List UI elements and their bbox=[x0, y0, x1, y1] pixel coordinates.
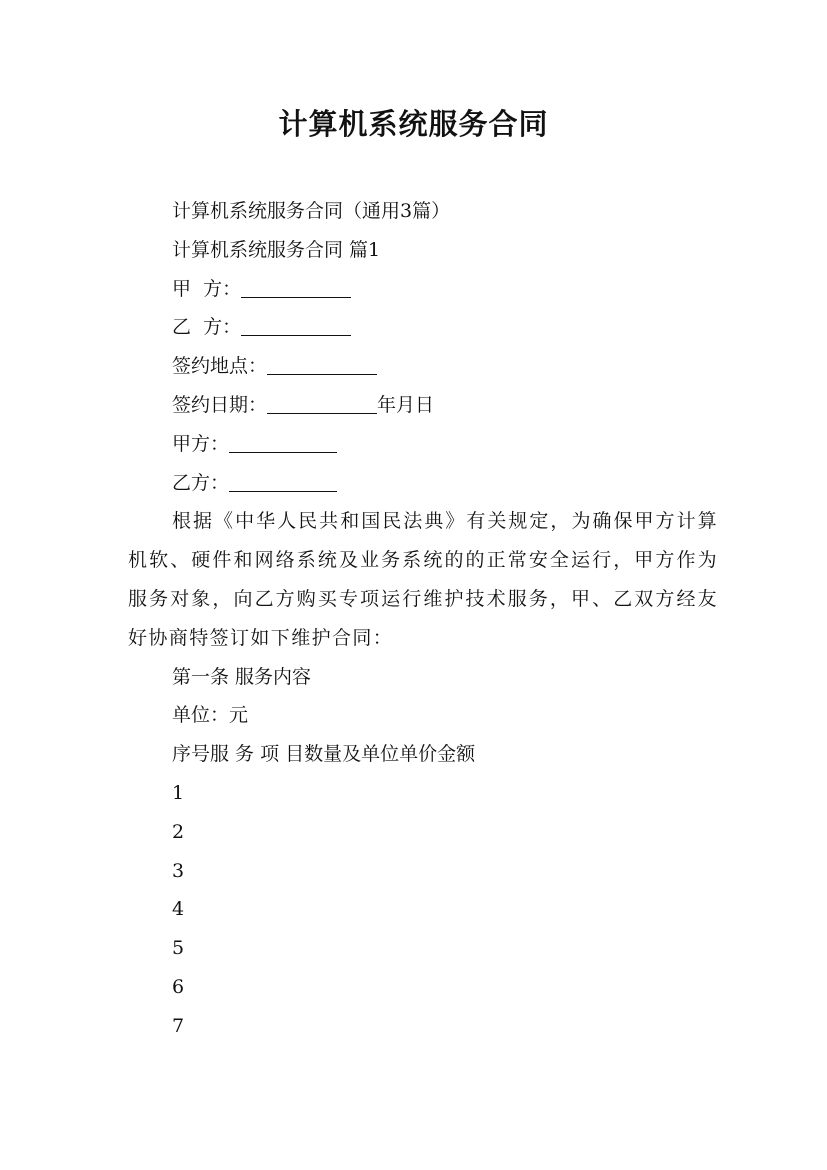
party-b-label-2: 乙方： bbox=[172, 471, 230, 494]
party-b-blank-2 bbox=[229, 471, 337, 492]
party-a-blank-2 bbox=[229, 432, 337, 453]
party-a-label-2: 甲方： bbox=[172, 432, 230, 455]
table-rows bbox=[128, 774, 718, 1046]
unit-line: 单位：元 bbox=[172, 704, 249, 727]
table-row: 4 bbox=[172, 898, 185, 921]
table-row: 3 bbox=[172, 859, 185, 882]
party-b-label: 乙 方： bbox=[172, 316, 242, 339]
party-b-line bbox=[128, 308, 718, 347]
intro-paragraph: 根据《中华人民共和国民法典》有关规定，为确保甲方计算机软、硬件和网络系统及业务系统的的正常安全运行，甲方作为服务对象，向乙方购买专项运行维护技术服务，甲、乙双方经友好协商特签订如下维护合同： bbox=[128, 510, 718, 649]
signing-date-line bbox=[128, 386, 718, 425]
table-row: 2 bbox=[172, 820, 185, 843]
party-a-line bbox=[128, 270, 718, 309]
party-b-line-2 bbox=[128, 464, 718, 503]
signing-date-blank bbox=[267, 393, 377, 414]
signing-date-label: 签约日期： bbox=[172, 393, 268, 416]
signing-place-line bbox=[128, 347, 718, 386]
section-heading: 计算机系统服务合同 篇1 bbox=[172, 238, 381, 261]
party-a-line-2 bbox=[128, 425, 718, 464]
signing-place-label: 签约地点： bbox=[172, 355, 268, 378]
table-row: 5 bbox=[172, 937, 185, 960]
table-row: 6 bbox=[172, 975, 185, 998]
table-row: 7 bbox=[172, 1014, 185, 1037]
document-title: 计算机系统服务合同 bbox=[278, 107, 549, 141]
document-body bbox=[128, 192, 718, 1046]
article-1-heading: 第一条 服务内容 bbox=[172, 665, 312, 688]
party-b-blank bbox=[241, 315, 351, 336]
document-subtitle: 计算机系统服务合同（通用3篇） bbox=[172, 200, 451, 222]
signing-place-blank bbox=[267, 354, 377, 375]
party-a-label: 甲 方： bbox=[172, 277, 242, 300]
table-row: 1 bbox=[172, 781, 185, 804]
party-a-blank bbox=[241, 277, 351, 298]
signing-date-suffix: 年月日 bbox=[377, 393, 435, 416]
table-header: 序号服 务 项 目数量及单位单价金额 bbox=[172, 743, 476, 766]
